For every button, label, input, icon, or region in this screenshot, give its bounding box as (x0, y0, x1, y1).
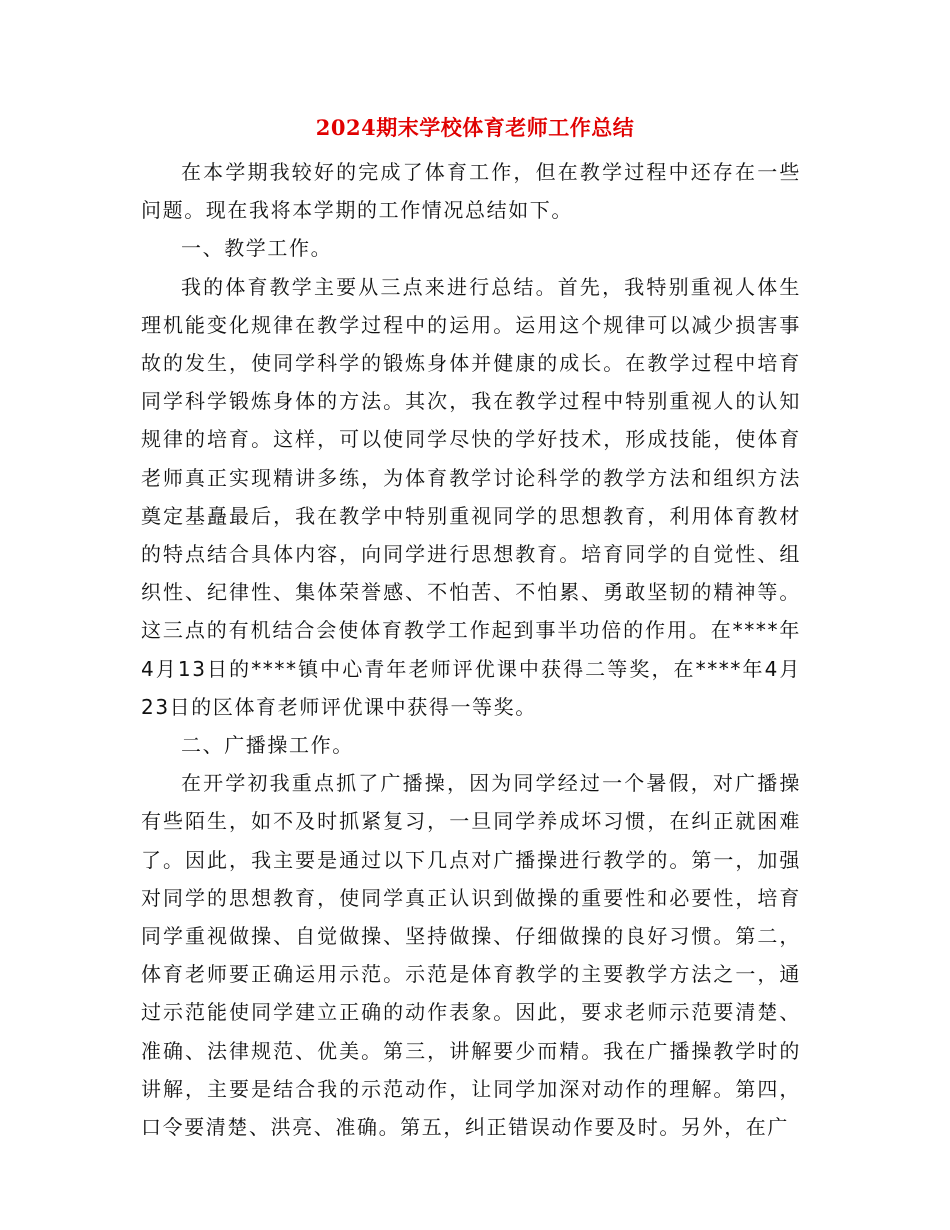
paragraph-broadcast-exercise: 在开学初我重点抓了广播操，因为同学经过一个暑假，对广播操有些陌生，如不及时抓紧复习，一旦同学养成坏习惯，在纠正就困难了。因此，我主要是通过以下几点对广播操进行教学的。第一，加强对同学的思想教育，使同学真正认识到做操的重要性和必要性，培育同学重视做操、自觉做操、坚持做操、仔细做操的良好习惯。第二，体育老师要正确运用示范。示范是体育教学的主要教学方法之一，通过示范能使同学建立正确的动作表象。因此，要求老师示范要清楚、准确、法律规范、优美。第三，讲解要少而精。我在广播操教学时的讲解，主要是结合我的示范动作，让同学加深对动作的理解。第四，口令要清楚、洪亮、准确。第五，纠正错误动作要及时。另外，在广 (141, 771, 801, 1140)
paragraph-teaching: 我的体育教学主要从三点来进行总结。首先，我特别重视人体生理机能变化规律在教学过程中的运用。运用这个规律可以减少损害事故的发生，使同学科学的锻炼身体并健康的成长。在教学过程中培育同学科学锻炼身体的方法。其次，我在教学过程中特别重视人的认知规律的培育。这样，可以使同学尽快的学好技术，形成技能，使体育老师真正实现精讲多练，为体育教学讨论科学的教学方法和组织方法奠定基矗最后，我在教学中特别重视同学的思想教育，利用体育教材的特点结合具体内容，向同学进行思想教育。培育同学的自觉性、组织性、纪律性、集体荣誉感、不怕苦、不怕累、勇敢坚韧的精神等。这三点的有机结合会使体育教学工作起到事半功倍的作用。在****年4月13日的****镇中心青年老师评优课中获得二等奖，在****年4月23日的区体育老师评优课中获得一等奖。 (141, 274, 801, 719)
document-title: 2024期末学校体育老师工作总结 (315, 115, 635, 140)
paragraph-intro: 在本学期我较好的完成了体育工作，但在教学过程中还存在一些问题。现在我将本学期的工作情况总结如下。 (141, 160, 801, 223)
document-body (141, 153, 801, 1146)
section-heading-broadcast-exercise: 二、广播操工作。 (181, 733, 354, 758)
section-heading-teaching: 一、教学工作。 (181, 236, 333, 261)
